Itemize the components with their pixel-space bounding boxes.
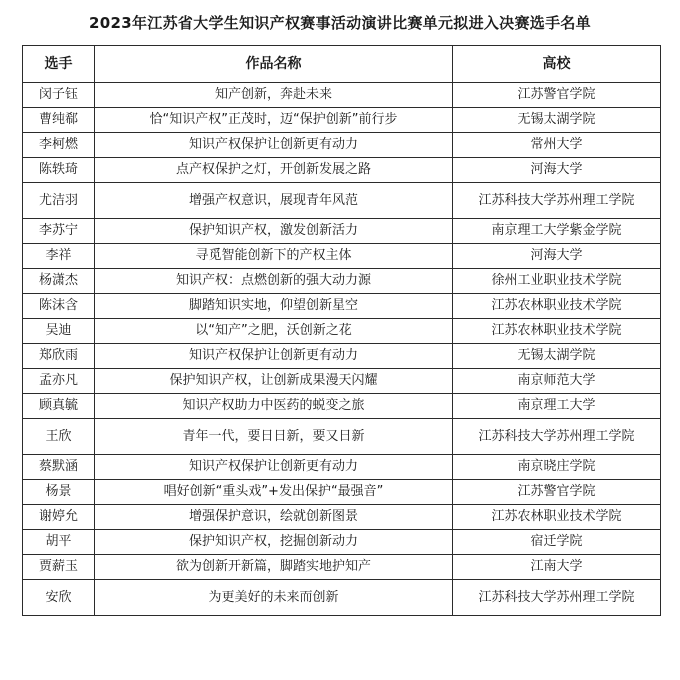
work-title: 唱好创新“重头戏”+发出保护“最强音” bbox=[95, 480, 453, 505]
contestant-name: 曹纯郗 bbox=[23, 108, 95, 133]
contestant-name: 杨潇杰 bbox=[23, 269, 95, 294]
work-title: 知识产权助力中医药的蜕变之旅 bbox=[95, 394, 453, 419]
school-name: 江苏科技大学苏州理工学院 bbox=[453, 419, 661, 455]
table-row bbox=[23, 580, 661, 616]
contestant-name: 孟亦凡 bbox=[23, 369, 95, 394]
table-row bbox=[23, 530, 661, 555]
work-title: 知识产权保护让创新更有动力 bbox=[95, 133, 453, 158]
contestant-name: 李祥 bbox=[23, 244, 95, 269]
contestant-name: 李柯燃 bbox=[23, 133, 95, 158]
school-name: 南京理工大学 bbox=[453, 394, 661, 419]
work-title: 知识产权保护让创新更有动力 bbox=[95, 455, 453, 480]
school-name: 南京晓庄学院 bbox=[453, 455, 661, 480]
work-title: 知识产权：点燃创新的强大动力源 bbox=[95, 269, 453, 294]
work-title: 保护知识产权，让创新成果漫天闪耀 bbox=[95, 369, 453, 394]
contestant-name: 顾真毓 bbox=[23, 394, 95, 419]
work-title: 恰“知识产权”正茂时，迈“保护创新”前行步 bbox=[95, 108, 453, 133]
contestant-name: 蔡默涵 bbox=[23, 455, 95, 480]
work-title: 寻觅智能创新下的产权主体 bbox=[95, 244, 453, 269]
school-name: 徐州工业职业技术学院 bbox=[453, 269, 661, 294]
table-row bbox=[23, 480, 661, 505]
contestant-name: 安欣 bbox=[23, 580, 95, 616]
work-title: 以“知产”之肥，沃创新之花 bbox=[95, 319, 453, 344]
work-title: 脚踏知识实地，仰望创新星空 bbox=[95, 294, 453, 319]
work-title: 保护知识产权，激发创新活力 bbox=[95, 219, 453, 244]
table-row bbox=[23, 344, 661, 369]
contestant-name: 杨景 bbox=[23, 480, 95, 505]
table-row bbox=[23, 319, 661, 344]
table-row bbox=[23, 369, 661, 394]
table-row bbox=[23, 419, 661, 455]
school-name: 南京理工大学紫金学院 bbox=[453, 219, 661, 244]
school-name: 江苏科技大学苏州理工学院 bbox=[453, 580, 661, 616]
contestant-name: 贾薪玉 bbox=[23, 555, 95, 580]
work-title: 增强保护意识，绘就创新图景 bbox=[95, 505, 453, 530]
finalist-table bbox=[22, 45, 661, 616]
contestant-name: 王欣 bbox=[23, 419, 95, 455]
table-row bbox=[23, 219, 661, 244]
school-name: 无锡太湖学院 bbox=[453, 108, 661, 133]
table-row bbox=[23, 505, 661, 530]
column-header-contestant: 选手 bbox=[23, 46, 95, 83]
contestant-name: 郑欣雨 bbox=[23, 344, 95, 369]
contestant-name: 陈沫含 bbox=[23, 294, 95, 319]
school-name: 江苏警官学院 bbox=[453, 480, 661, 505]
contestant-name: 谢婷允 bbox=[23, 505, 95, 530]
work-title: 知产创新，奔赴未来 bbox=[95, 83, 453, 108]
table-row bbox=[23, 158, 661, 183]
school-name: 江苏农林职业技术学院 bbox=[453, 505, 661, 530]
table-row bbox=[23, 294, 661, 319]
contestant-name: 尤洁羽 bbox=[23, 183, 95, 219]
table-row bbox=[23, 183, 661, 219]
school-name: 河海大学 bbox=[453, 244, 661, 269]
work-title: 保护知识产权，挖掘创新动力 bbox=[95, 530, 453, 555]
table-row bbox=[23, 555, 661, 580]
school-name: 无锡太湖学院 bbox=[453, 344, 661, 369]
work-title: 增强产权意识，展现青年风范 bbox=[95, 183, 453, 219]
contestant-name: 闵子钰 bbox=[23, 83, 95, 108]
school-name: 江苏农林职业技术学院 bbox=[453, 319, 661, 344]
table-row bbox=[23, 83, 661, 108]
contestant-name: 胡平 bbox=[23, 530, 95, 555]
school-name: 常州大学 bbox=[453, 133, 661, 158]
work-title: 青年一代，要日日新，要又日新 bbox=[95, 419, 453, 455]
column-header-school: 高校 bbox=[453, 46, 661, 83]
work-title: 为更美好的未来而创新 bbox=[95, 580, 453, 616]
table-row bbox=[23, 133, 661, 158]
table-row bbox=[23, 108, 661, 133]
contestant-name: 吴迪 bbox=[23, 319, 95, 344]
table-row bbox=[23, 244, 661, 269]
table-row bbox=[23, 455, 661, 480]
table-row bbox=[23, 269, 661, 294]
work-title: 点产权保护之灯，开创新发展之路 bbox=[95, 158, 453, 183]
work-title: 知识产权保护让创新更有动力 bbox=[95, 344, 453, 369]
school-name: 南京师范大学 bbox=[453, 369, 661, 394]
work-title: 欲为创新开新篇，脚踏实地护知产 bbox=[95, 555, 453, 580]
school-name: 河海大学 bbox=[453, 158, 661, 183]
contestant-name: 陈轶琦 bbox=[23, 158, 95, 183]
column-header-work-title: 作品名称 bbox=[95, 46, 453, 83]
page-title: 2023年江苏省大学生知识产权赛事活动演讲比赛单元拟进入决赛选手名单 bbox=[89, 14, 591, 32]
school-name: 江苏农林职业技术学院 bbox=[453, 294, 661, 319]
contestant-name: 李苏宁 bbox=[23, 219, 95, 244]
table-header-row bbox=[23, 46, 661, 83]
school-name: 宿迁学院 bbox=[453, 530, 661, 555]
school-name: 江苏科技大学苏州理工学院 bbox=[453, 183, 661, 219]
school-name: 江苏警官学院 bbox=[453, 83, 661, 108]
school-name: 江南大学 bbox=[453, 555, 661, 580]
table-row bbox=[23, 394, 661, 419]
